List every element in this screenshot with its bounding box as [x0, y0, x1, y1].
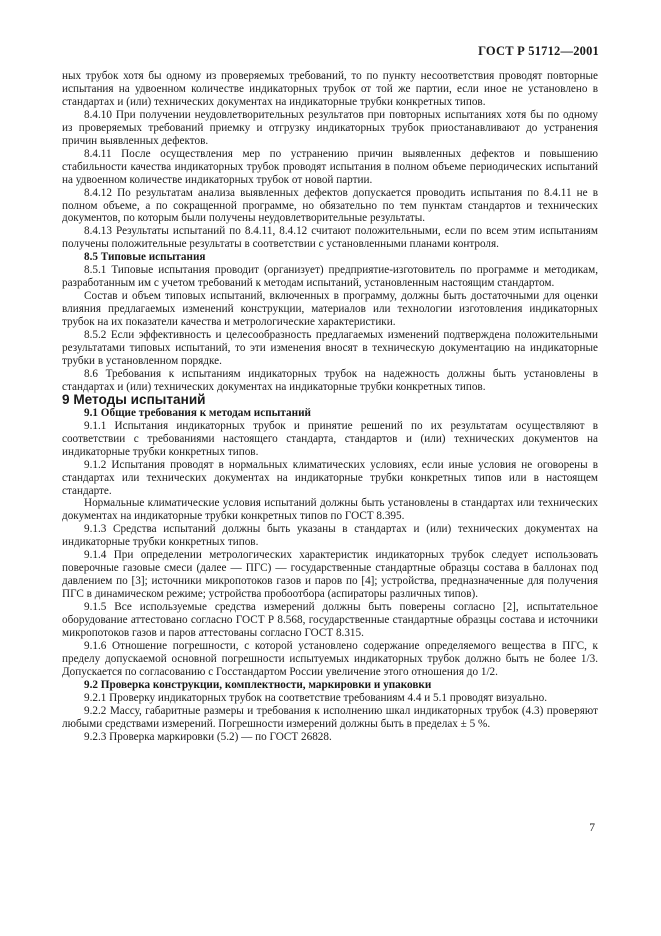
clause-9-1-5: 9.1.5 Все используемые средства измерений должны быть поверены согласно [2], испытательное оборудование аттестовано согласно ГОСТ Р 8.568, государственные стандартные образцы состава и источники микропотоков газов и паров аттестованы согласно ГОСТ 8.315.: [62, 601, 598, 639]
clause-8-4-11: 8.4.11 После осуществления мер по устранению причин выявленных дефектов и повышению стабильности качества индикаторных трубок проводят испытания в полном объеме периодических испытаний на удвоенном количестве индикаторных трубок от новой партии.: [62, 147, 598, 186]
clause-9-1-4: 9.1.4 При определении метрологических характеристик индикаторных трубок следует использовать поверочные газовые смеси (далее — ПГС) — государственные стандартные образцы состава в баллонах под давлением по [3]; источники микропотоков газов и паров по [4]; устройства, предназначенные для получения ПГС в динамическом режиме; устройства пробоотбора (аспираторы различных типов).: [62, 549, 598, 601]
clause-9-1-6: 9.1.6 Отношение погрешности, с которой установлено содержание определяемого вещества в ПГС, к пределу допускаемой основной погрешности испытуемых индикаторных трубок должно быть не более 1/3. Допускается по согласованию с Госстандартом России увеличение этого отношения до 1/2.: [62, 639, 598, 678]
subsection-heading-8-5: 8.5 Типовые испытания: [84, 251, 206, 264]
document-id-header: ГОСТ Р 51712—2001: [478, 44, 599, 58]
clause-8-4-13: 8.4.13 Результаты испытаний по 8.4.11, 8.4.12 считают положительными, если по всем этим испытаниям получены положительные результаты в соответствии с установленными планами контроля.: [62, 225, 598, 251]
paragraph: ных трубок хотя бы одному из проверяемых требований, то по пункту несоответствия проводят повторные испытания на удвоенном количестве индикаторных трубок от той же партии, если иное не установлено в стандартах и (или) технических документах на индикаторные трубки конкретных типов.: [62, 70, 598, 108]
clause-9-1-1: 9.1.1 Испытания индикаторных трубок и принятие решений по их результатам осуществляют в соответствии с требованиями настоящего стандарта, стандартов и (или) технических документов на индикаторные трубки конкретных типов.: [62, 419, 598, 458]
clause-9-2-1: 9.2.1 Проверку индикаторных трубок на соответствие требованиям 4.4 и 5.1 проводят визуально.: [84, 691, 547, 704]
clause-8-6: 8.6 Требования к испытаниям индикаторных трубок на надежность должны быть установлены в стандартах и (или) технических документах на индикаторные трубки конкретных типов.: [62, 367, 598, 393]
clause-9-2-3: 9.2.3 Проверка маркировки (5.2) — по ГОСТ 26828.: [84, 730, 332, 743]
subsection-heading-9-1: 9.1 Общие требования к методам испытаний: [84, 406, 311, 419]
clause-8-4-12: 8.4.12 По результатам анализа выявленных дефектов допускается проводить испытания по 8.4.11 не в полном объеме, а по сокращенной программе, но обязательно по тем пунктам стандартов и технических документов, по которым были получены неудовлетворительные результаты.: [62, 186, 598, 225]
clause-8-5-1: 8.5.1 Типовые испытания проводит (организует) предприятие-изготовитель по программе и методикам, разработанным им с учетом требований к методам испытаний, установленным настоящим стандартом.: [62, 264, 598, 290]
page-body: [62, 70, 598, 744]
clause-8-4-10: 8.4.10 При получении неудовлетворительных результатов при повторных испытаниях хотя бы по одному из проверяемых требований приемку и отгрузку индикаторных трубок приостанавливают до устранения причин выявленных дефектов.: [62, 108, 598, 147]
clause-9-1-3: 9.1.3 Средства испытаний должны быть указаны в стандартах и (или) технических документах на индикаторные трубки конкретных типов.: [62, 523, 598, 549]
section-heading-9: 9 Методы испытаний: [62, 391, 206, 407]
clause-8-5-2: 8.5.2 Если эффективность и целесообразность предлагаемых изменений подтверждена положительными результатами типовых испытаний, то эти изменения вносят в техническую документацию на индикаторные трубки в установленном порядке.: [62, 329, 598, 367]
clause-9-1-2: 9.1.2 Испытания проводят в нормальных климатических условиях, если иные условия не оговорены в стандартах или технических документах на индикаторные трубки конкретных типов или в настоящем стандарте.: [62, 458, 598, 497]
clause-9-2-2: 9.2.2 Массу, габаритные размеры и требования к исполнению шкал индикаторных трубок (4.3) проверяют любыми средствами измерений. Погрешности измерений должны быть в пределах ± 5 %.: [62, 704, 598, 730]
paragraph: Нормальные климатические условия испытаний должны быть установлены в стандартах или технических документах на индикаторные трубки конкретных типов по ГОСТ 8.395.: [62, 497, 598, 523]
paragraph: Состав и объем типовых испытаний, включенных в программу, должны быть достаточными для оценки влияния предлагаемых изменений конструкции, материалов или технологии изготовления индикаторных трубок на их показатели качества и метрологические характеристики.: [62, 290, 598, 329]
subsection-heading-9-2: 9.2 Проверка конструкции, комплектности, маркировки и упаковки: [84, 678, 432, 691]
page-number: 7: [589, 822, 595, 834]
